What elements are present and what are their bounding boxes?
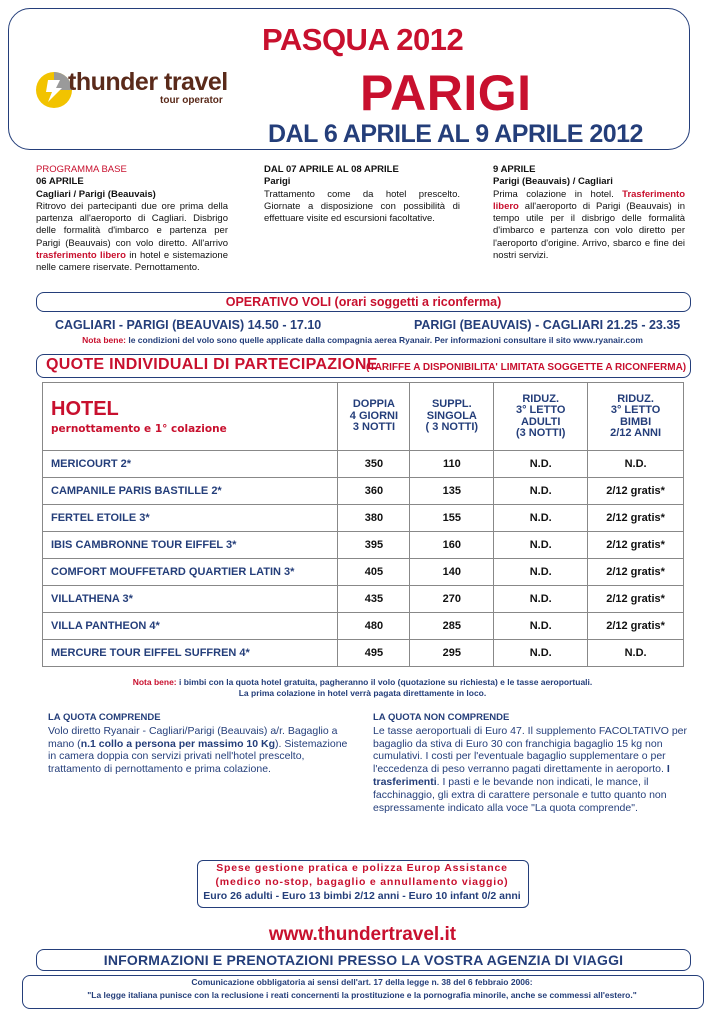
price-suppl: 270 xyxy=(410,586,494,613)
website-link[interactable]: www.thundertravel.it xyxy=(268,924,457,945)
program-route: Cagliari / Parigi (Beauvais) xyxy=(36,188,156,200)
header-line: (3 NOTTI) xyxy=(515,427,566,439)
quote-title: QUOTE INDIVIDUALI DI PARTECIPAZIONE xyxy=(46,356,378,373)
children-note-line: La prima colazione in hotel verrà pagata direttamente in loco. xyxy=(238,688,487,698)
riduz-bimbi: N.D. xyxy=(588,451,684,478)
flight-schedule-title: OPERATIVO VOLI (orari soggetti a riconferma) xyxy=(36,292,691,312)
hotel-name: MERICOURT 2* xyxy=(43,451,338,478)
header-line: 3° LETTO xyxy=(515,404,566,416)
brand-name: thunder travel xyxy=(68,68,228,96)
header-line: ( 3 NOTTI) xyxy=(425,421,479,434)
price-suppl: 140 xyxy=(410,559,494,586)
not-included-text-highlight: I trasferimenti xyxy=(373,763,670,788)
header-line: RIDUZ. xyxy=(522,392,560,405)
program-text: Trattamento come da hotel prescelto. Giornate a disposizione con possibilità di effettuare visite ed escursioni facoltative. xyxy=(264,188,460,225)
header-line: 3° LETTO xyxy=(610,404,661,416)
hotel-name: MERCURE TOUR EIFFEL SUFFREN 4* xyxy=(43,640,338,667)
included-title: LA QUOTA COMPRENDE xyxy=(48,712,161,723)
riduz-bimbi: 2/12 gratis* xyxy=(588,478,684,505)
not-included-title: LA QUOTA NON COMPRENDE xyxy=(373,712,510,723)
event-title: PASQUA 2012 xyxy=(262,22,464,57)
doppia-column-header xyxy=(338,383,410,451)
program-day2 xyxy=(264,164,460,225)
included-section xyxy=(48,712,358,776)
table-row xyxy=(43,505,684,532)
table-row xyxy=(43,559,684,586)
not-included-text xyxy=(373,725,687,815)
brand-subtitle: tour operator xyxy=(160,95,223,106)
riduz-adulti: N.D. xyxy=(494,613,588,640)
fees-line-2: (medico no-stop, bagaglio e annullamento viaggio) xyxy=(215,876,509,888)
price-suppl: 155 xyxy=(410,505,494,532)
hotel-name: COMFORT MOUFFETARD QUARTIER LATIN 3* xyxy=(43,559,338,586)
program-text-part: in hotel e sistemazione nelle camere riservate. Pernottamento. xyxy=(36,250,228,274)
table-row xyxy=(43,640,684,667)
table-row xyxy=(43,478,684,505)
legal-notice-2: "La legge italiana punisce con la reclusione i reati concernenti la prostituzione e la pornografia minorile, anche se commessi all'estero." xyxy=(87,990,637,1000)
header-line: SINGOLA xyxy=(426,409,477,422)
header-line: BIMBI xyxy=(619,415,652,428)
program-day-label: 06 APRILE xyxy=(36,176,84,188)
hotel-label: HOTEL xyxy=(51,398,119,420)
note-label: Nota bene: xyxy=(132,677,177,687)
program-text-part: all'aeroporto di Parigi (Beauvais) in tempo utile per il disbrigo delle formalità d'imbarco e partenza con volo diretto per l'aeroporto d'origine. Arrivo, sbarco e fine dei nostri servizi. xyxy=(493,200,685,262)
riduz-adulti: N.D. xyxy=(494,451,588,478)
included-text-highlight: n.1 collo a persona per massimo 10 Kg xyxy=(80,737,276,750)
program-day-label: 9 APRILE xyxy=(493,164,536,175)
riduz-bimbi: 2/12 gratis* xyxy=(588,505,684,532)
program-route: Parigi (Beauvais) / Cagliari xyxy=(493,176,613,188)
note-text: le condizioni del volo sono quelle applicate dalla compagnia aerea Ryanair. Per informazioni consultare il sito www.ryanair.com xyxy=(126,335,643,345)
children-note-line xyxy=(36,677,689,688)
program-day-label: DAL 07 APRILE AL 08 APRILE xyxy=(264,164,399,175)
children-note xyxy=(36,677,689,699)
price-doppia: 435 xyxy=(338,586,410,613)
riduz-adulti: N.D. xyxy=(494,640,588,667)
header-line: 2/12 ANNI xyxy=(610,427,662,439)
hotel-name: IBIS CAMBRONNE TOUR EIFFEL 3* xyxy=(43,532,338,559)
not-included-text-part: Le tasse aeroportuali di Euro 47. Il supplemento FACOLTATIVO per bagaglio da stiva di Euro 30 con franchigia bagaglio 15 kg non cumulativi. I costi per l'eventuale bagaglio supplementare o per l'eccedenza di peso verranno pagati direttamente in aeroporto. xyxy=(373,724,687,776)
riduz-adulti: N.D. xyxy=(494,505,588,532)
note-text: i bimbi con la quota hotel gratuita, pagheranno il volo (quotazione su richiesta) e le tasse aeroportuali. xyxy=(176,677,593,687)
program-route: Parigi xyxy=(264,176,291,188)
header-line: ADULTI xyxy=(520,415,561,428)
header-line: DOPPIA xyxy=(352,398,395,411)
program-day3 xyxy=(493,164,685,262)
price-doppia: 495 xyxy=(338,640,410,667)
riduz-adulti: N.D. xyxy=(494,586,588,613)
table-header-row xyxy=(43,383,684,451)
price-suppl: 135 xyxy=(410,478,494,505)
flight-note xyxy=(36,335,689,345)
fees-line-1: Spese gestione pratica e polizza Europ Assistance xyxy=(216,862,508,874)
riduz-bimbi: 2/12 gratis* xyxy=(588,586,684,613)
program-section-label: PROGRAMMA BASE xyxy=(36,164,127,175)
program-text-part: Prima colazione in hotel. xyxy=(493,188,623,200)
table-row xyxy=(43,532,684,559)
included-text-part: ). Sistemazione in camera doppia con servizi privati nell'hotel prescelto, trattamento di pernottamento e prima colazione. xyxy=(48,737,348,776)
booking-info: INFORMAZIONI E PRENOTAZIONI PRESSO LA VOSTRA AGENZIA DI VIAGGI xyxy=(36,949,691,971)
program-text-part: Ritrovo dei partecipanti due ore prima della partenza all'aeroporto di Cagliari. Disbrigo delle formalità d'imbarco e partenza per Parigi (Beauvais) con volo diretto. All'arrivo xyxy=(36,200,228,249)
header-line: 4 GIORNI xyxy=(349,409,399,422)
program-text xyxy=(493,189,685,263)
included-text-part: Volo diretto Ryanair - Cagliari/Parigi (Beauvais) a/r. Bagaglio a mano ( xyxy=(48,724,338,750)
hotel-price-table xyxy=(42,382,684,667)
included-text xyxy=(48,725,358,776)
riduz-bimbi: 2/12 gratis* xyxy=(588,613,684,640)
program-text xyxy=(36,201,228,275)
header-line: 3 NOTTI xyxy=(352,421,395,434)
riduz-bimbi: 2/12 gratis* xyxy=(588,532,684,559)
price-doppia: 360 xyxy=(338,478,410,505)
riduz-adulti: N.D. xyxy=(494,559,588,586)
hotel-name: FERTEL ETOILE 3* xyxy=(43,505,338,532)
not-included-section xyxy=(373,712,687,814)
riduz-bimbi: 2/12 gratis* xyxy=(588,559,684,586)
hotel-name: CAMPANILE PARIS BASTILLE 2* xyxy=(43,478,338,505)
program-day1 xyxy=(36,164,228,275)
fees-prices: Euro 26 adulti - Euro 13 bimbi 2/12 anni - Euro 10 infant 0/2 anni xyxy=(203,890,521,902)
hotel-name: VILLA PANTHEON 4* xyxy=(43,613,338,640)
return-flight: PARIGI (BEAUVAIS) - CAGLIARI 21.25 - 23.35 xyxy=(414,318,681,332)
legal-notice-1: Comunicazione obbligatoria ai sensi dell'art. 17 della legge n. 38 del 6 febbraio 2006: xyxy=(191,977,533,987)
price-suppl: 285 xyxy=(410,613,494,640)
hotel-sublabel: pernottamento e 1° colazione xyxy=(51,423,227,435)
table-row xyxy=(43,613,684,640)
header-line: RIDUZ. xyxy=(617,392,654,405)
hotel-name: VILLATHENA 3* xyxy=(43,586,338,613)
table-row xyxy=(43,586,684,613)
destination-title: PARIGI xyxy=(360,65,532,121)
outbound-flight: CAGLIARI - PARIGI (BEAUVAIS) 14.50 - 17.10 xyxy=(55,318,322,332)
table-row xyxy=(43,451,684,478)
program-text-highlight: Trasferimento libero xyxy=(493,188,685,212)
price-suppl: 110 xyxy=(410,451,494,478)
price-suppl: 160 xyxy=(410,532,494,559)
price-doppia: 350 xyxy=(338,451,410,478)
price-doppia: 395 xyxy=(338,532,410,559)
note-label: Nota bene: xyxy=(82,335,126,345)
price-doppia: 380 xyxy=(338,505,410,532)
program-text-highlight: trasferimento libero xyxy=(36,250,126,262)
quote-subtitle: (TARIFFE A DISPONIBILITA' LIMITATA SOGGETTE A RICONFERMA) xyxy=(366,362,687,373)
riduz-adulti: N.D. xyxy=(494,532,588,559)
price-suppl: 295 xyxy=(410,640,494,667)
header-line: SUPPL. xyxy=(431,398,472,411)
hotel-column-header xyxy=(43,383,338,451)
price-doppia: 480 xyxy=(338,613,410,640)
date-range: DAL 6 APRILE AL 9 APRILE 2012 xyxy=(268,120,643,148)
riduz-adulti-column-header xyxy=(494,383,588,451)
riduz-adulti: N.D. xyxy=(494,478,588,505)
not-included-text-part: . I pasti e le bevande non indicati, le mance, il facchinaggio, gli extra di carattere personale e tutto quanto non espressamente indicato alla voce "La quota comprende". xyxy=(373,775,667,814)
price-doppia: 405 xyxy=(338,559,410,586)
suppl-column-header xyxy=(410,383,494,451)
riduz-bimbi-column-header xyxy=(588,383,684,451)
riduz-bimbi: N.D. xyxy=(588,640,684,667)
